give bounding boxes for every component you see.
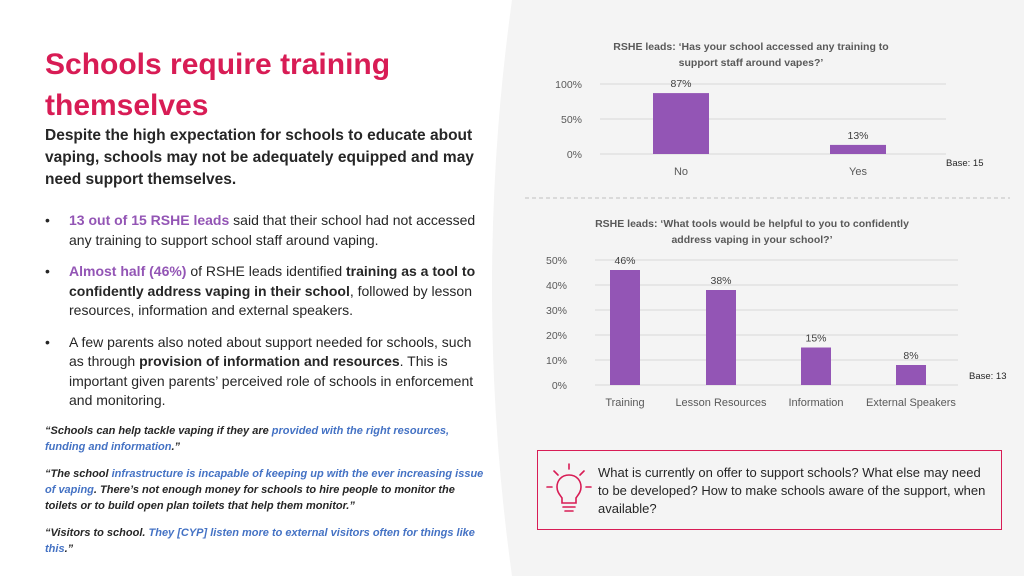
y-tick-label: 10% <box>545 355 567 367</box>
finding-highlight: 13 out of 15 RSHE leads <box>69 212 230 228</box>
callout-box <box>537 450 1002 530</box>
bar <box>801 348 831 386</box>
quote-highlight: They [CYP] listen more to external visitors often for things like this <box>45 527 475 555</box>
page-subtitle: Despite the high expectation for schools to educate about vaping, schools may not be adequately equipped and may need support themselves. <box>45 127 474 188</box>
category-label: External Speakers <box>866 397 956 409</box>
bar <box>610 270 640 385</box>
data-label: 38% <box>710 275 732 287</box>
quote-text: .” <box>171 441 181 453</box>
page-title: Schools require training themselves <box>45 48 391 122</box>
base-note: Base: 13 <box>969 371 1007 382</box>
quote-text: .” <box>64 543 74 555</box>
chart-title: support staff around vapes?’ <box>678 57 824 69</box>
y-tick-label: 100% <box>555 79 582 91</box>
finding-emphasis: training as a tool to confidently address vaping in their school <box>69 263 476 299</box>
y-tick-label: 20% <box>545 330 567 342</box>
category-label: Training <box>605 397 645 409</box>
data-label: 8% <box>903 350 919 362</box>
quote-text: “Visitors to school. <box>45 527 149 539</box>
lightbulb-icon <box>546 461 592 519</box>
chart-title: address vaping in your school?’ <box>671 234 833 246</box>
y-tick-label: 50% <box>560 114 582 126</box>
data-label: 15% <box>805 332 827 345</box>
callout-text: What is currently on offer to support schools? What else may need to be developed? How to make schools aware of the support, when available? <box>598 465 986 516</box>
quote-highlight: provided with the right resources, funding and information <box>45 425 450 453</box>
quote-text: “Schools can help tackle vaping if they are <box>45 425 272 437</box>
finding-text: , followed by lesson resources, information and external speakers. <box>69 282 473 318</box>
data-label: 46% <box>614 255 636 267</box>
base-note: Base: 15 <box>946 158 984 169</box>
bar <box>653 93 709 154</box>
category-label: Yes <box>849 166 867 178</box>
category-label: Lesson Resources <box>675 397 767 409</box>
finding-text: . This is important given parents’ perceived role of schools in enforcement and monitoring. <box>69 353 474 408</box>
data-label: 13% <box>847 129 869 142</box>
category-label: No <box>673 166 689 178</box>
category-label: Information <box>788 397 844 409</box>
quote-text: “The school <box>45 468 112 480</box>
y-tick-label: 30% <box>545 305 567 317</box>
y-tick-label: 40% <box>545 280 567 292</box>
finding-text: of RSHE leads identified <box>186 263 346 279</box>
y-tick-label: 0% <box>566 149 582 161</box>
data-label: 87% <box>670 78 692 91</box>
chart-title: RSHE leads: ‘What tools would be helpful to you to confidently <box>595 218 909 230</box>
quote-highlight: infrastructure is incapable of keeping up with the ever increasing issue of vaping <box>45 468 484 496</box>
finding-text: A few parents also noted about support needed for schools, such as through <box>69 333 472 369</box>
quote-text: . There’s not enough money for schools to hire people to monitor the toilets or to build open plan toilets that help them monitor.” <box>45 484 455 512</box>
finding-text: said that their school had not accessed any training to support school staff around vaping. <box>69 212 476 248</box>
chart-title: RSHE leads: ‘Has your school accessed any training to <box>613 41 889 53</box>
finding-emphasis: provision of information and resources <box>139 353 400 369</box>
bar <box>830 145 886 154</box>
bar <box>706 290 736 385</box>
y-tick-label: 0% <box>551 380 567 392</box>
y-tick-label: 50% <box>545 255 567 267</box>
bar <box>896 365 926 385</box>
finding-highlight: Almost half (46%) <box>69 263 187 279</box>
